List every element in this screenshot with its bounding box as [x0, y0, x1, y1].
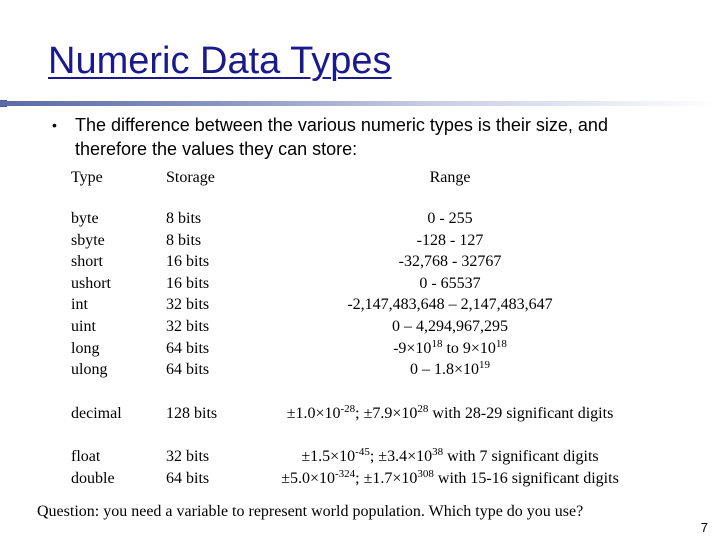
- cell-range: 0 - 255: [427, 210, 473, 227]
- header-range: Range: [429, 169, 471, 186]
- cell-range: 0 - 65537: [419, 274, 481, 292]
- title-underline-rule: [0, 100, 720, 110]
- cell-type: float: [71, 448, 101, 465]
- table-row: [0, 273, 720, 295]
- cell-range: $\pm 5.0\times 10^{-324}$; $\pm 1.7\times 10^{308}$ with 15-16 significant digits: [281, 467, 619, 487]
- cell-storage: 8 bits: [166, 231, 202, 249]
- cell-range: $0 - 1.8\times 10^{19}$: [409, 359, 491, 379]
- cell-storage: 32 bits: [166, 296, 210, 314]
- slide-title: Numeric Data Types: [48, 40, 392, 82]
- page-number: 7: [700, 520, 708, 535]
- cell-range: $-9\times 10^{18}$ to $9\times 10^{18}$: [393, 337, 507, 357]
- cell-range: $\pm 1.0\times 10^{-28}$; $\pm 7.9\times 10^{28}$ with 28-29 significant digits: [286, 403, 614, 422]
- cell-range: -2,147,483,648 – 2,147,483,647: [347, 296, 553, 314]
- cell-storage: 16 bits: [166, 274, 210, 292]
- cell-range: 0 – 4,294,967,295: [392, 317, 508, 335]
- table-group: [0, 446, 720, 489]
- cell-storage: 16 bits: [166, 253, 210, 271]
- cell-type: short: [71, 253, 103, 271]
- table-row: [0, 251, 720, 273]
- cell-range: -32,768 - 32767: [398, 253, 502, 271]
- header-storage: Storage: [166, 169, 215, 186]
- table-row: [0, 468, 720, 490]
- question-text: Question: you need a variable to represent world population. Which type do you use?: [37, 503, 584, 520]
- cell-storage: 128 bits: [166, 405, 218, 422]
- cell-type: ulong: [71, 361, 108, 379]
- table-group: [0, 403, 720, 425]
- cell-range: $\pm 1.5\times 10^{-45}$; $\pm 3.4\times 10^{38}$ with 7 significant digits: [301, 446, 599, 465]
- table-row: [0, 338, 720, 360]
- cell-storage: 32 bits: [166, 448, 210, 465]
- cell-type: uint: [71, 317, 96, 335]
- cell-storage: 64 bits: [166, 339, 210, 357]
- cell-storage: 64 bits: [166, 361, 210, 379]
- table-row: [0, 316, 720, 338]
- rule-gradient-bar: [0, 101, 720, 106]
- bullet-icon: •: [52, 117, 57, 133]
- cell-type: byte: [71, 210, 99, 227]
- header-type: Type: [71, 169, 103, 186]
- cell-type: long: [71, 339, 100, 357]
- cell-type: ushort: [71, 274, 111, 292]
- table-group: [0, 208, 720, 381]
- table-row: [0, 403, 720, 425]
- cell-type: decimal: [71, 405, 122, 422]
- cell-type: double: [71, 469, 115, 487]
- table-row: [0, 208, 720, 230]
- cell-storage: 32 bits: [166, 317, 210, 335]
- cell-type: int: [71, 296, 88, 314]
- table-row: [0, 230, 720, 252]
- table-row: [0, 359, 720, 381]
- table-row: [0, 294, 720, 316]
- cell-range: -128 - 127: [416, 231, 484, 249]
- cell-storage: 8 bits: [166, 210, 202, 227]
- bullet-text: The difference between the various numeric types is their size, and therefore the values they can store:: [75, 115, 608, 159]
- cell-storage: 64 bits: [166, 469, 210, 487]
- table-row: [0, 446, 720, 468]
- cell-type: sbyte: [71, 231, 105, 249]
